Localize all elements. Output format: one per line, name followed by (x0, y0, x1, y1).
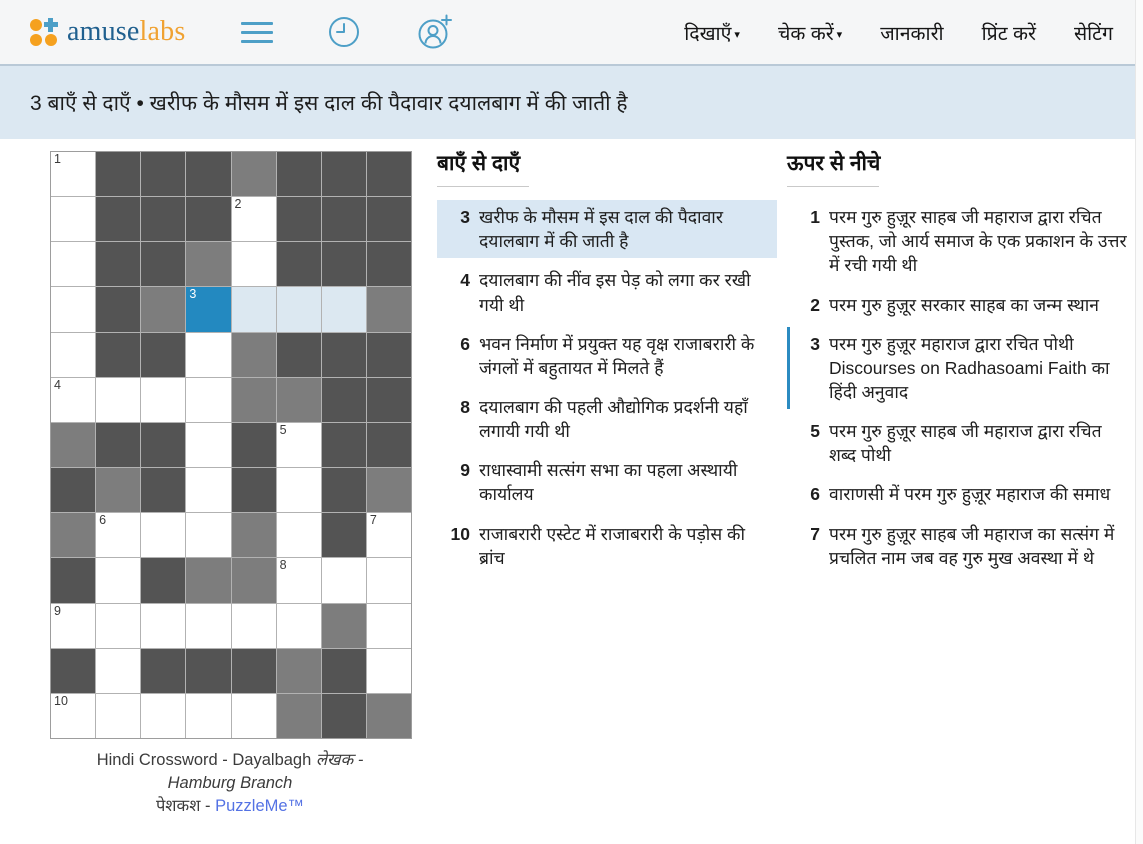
grid-cell-r12c4 (186, 649, 230, 693)
top-menu (684, 19, 1125, 46)
grid-cell-r12c3 (141, 649, 185, 693)
clue-number: 7 (810, 523, 820, 544)
grid-cell-r5c2 (96, 333, 140, 377)
grid-cell-r7c2 (96, 423, 140, 467)
grid-cell-r5c3 (141, 333, 185, 377)
grid-cell-r11c7 (322, 604, 366, 648)
grid-cell-r10c4 (186, 558, 230, 602)
clue-text: परम गुरु हुज़ूर साहब जी महाराज द्वारा रचित पुस्तक, जो आर्य समाज के एक प्रकाशन के उत्तर में रची गयी थी (829, 207, 1127, 276)
down-clue-list (787, 200, 1139, 575)
grid-cell-r1c3 (141, 152, 185, 196)
current-clue-text: 3 बाएँ से दाएँ • खरीफ के मौसम में इस दाल की पैदावार दयालबाग में की जाती है (30, 91, 628, 115)
cell-number: 9 (54, 603, 61, 618)
grid-cell-r7c4[interactable] (186, 423, 230, 467)
grid-cell-r5c5 (232, 333, 276, 377)
grid-cell-r7c1 (51, 423, 95, 467)
menu-item-show[interactable] (684, 19, 740, 46)
amuselabs-logo-icon (28, 17, 58, 47)
grid-cell-r11c5[interactable] (232, 604, 276, 648)
menu-item-label: जानकारी (880, 22, 944, 45)
grid-cell-r4c1[interactable] (51, 287, 95, 331)
across-clue-6[interactable] (437, 327, 777, 385)
grid-cell-r4c7[interactable] (322, 287, 366, 331)
across-title: बाएँ से दाएँ (437, 152, 521, 175)
grid-cell-r5c1[interactable] (51, 333, 95, 377)
clue-number: 4 (460, 270, 470, 291)
cell-number: 10 (54, 693, 68, 708)
grid-cell-r3c2 (96, 242, 140, 286)
grid-cell-r13c7 (322, 694, 366, 738)
cell-number: 3 (189, 287, 197, 302)
grid-cell-r6c1[interactable] (51, 378, 95, 422)
grid-cell-r12c1 (51, 649, 95, 693)
grid-cell-r11c6[interactable] (277, 604, 321, 648)
grid-cell-r10c5 (232, 558, 276, 602)
cell-number: 4 (54, 377, 61, 392)
chevron-down-icon: ▾ (734, 28, 740, 41)
grid-cell-r9c7 (322, 513, 366, 557)
across-divider (437, 186, 529, 187)
clue-text: दयालबाग की नींव इस पेड़ को लगा कर रखी गयी थी (479, 270, 751, 315)
menu-item-label: सेटिंग (1073, 22, 1113, 45)
grid-cell-r6c4[interactable] (186, 378, 230, 422)
menu-item-label: दिखाएँ (684, 22, 732, 45)
hamburger-menu-icon[interactable] (241, 16, 273, 49)
crossword-grid[interactable] (50, 151, 412, 739)
clue-number: 3 (810, 333, 820, 354)
menu-item-settings[interactable] (1074, 19, 1113, 46)
clue-text: परम गुरु हुज़ूर सरकार साहब का जन्म स्थान (829, 294, 1099, 315)
clue-text: परम गुरु हुज़ूर साहब जी महाराज द्वारा रचित शब्द पोथी (829, 421, 1102, 466)
clue-number: 2 (810, 294, 820, 315)
grid-cell-r1c4 (186, 152, 230, 196)
grid-cell-r2c5[interactable] (232, 197, 276, 241)
menu-item-info[interactable] (880, 19, 943, 46)
down-clue-1[interactable] (787, 200, 1139, 282)
grid-cell-r9c2[interactable] (96, 513, 140, 557)
cell-number: 6 (99, 513, 107, 528)
grid-cell-r10c2[interactable] (96, 558, 140, 602)
grid-cell-r3c3 (141, 242, 185, 286)
grid-cell-r12c6 (277, 649, 321, 693)
grid-cell-r13c2[interactable] (96, 694, 140, 738)
grid-cell-r1c8 (367, 152, 411, 196)
cell-number: 8 (279, 558, 287, 573)
clue-text: खरीफ के मौसम में इस दाल की पैदावार दयालबाग में की जाती है (479, 207, 723, 252)
clue-number: 6 (810, 484, 820, 505)
grid-cell-r8c2 (96, 468, 140, 512)
grid-cell-r5c6 (277, 333, 321, 377)
down-clue-5[interactable] (787, 414, 1139, 472)
grid-cell-r3c7 (322, 242, 366, 286)
clue-number: 10 (450, 523, 470, 544)
grid-cell-r10c6[interactable] (277, 558, 321, 602)
grid-cell-r10c3 (141, 558, 185, 602)
grid-cell-r2c1[interactable] (51, 197, 95, 241)
clue-text: राजाबरारी एस्टेट में राजाबरारी के पड़ोस की ब्रांच (479, 523, 745, 568)
grid-cell-r1c7 (322, 152, 366, 196)
grid-cell-r6c6 (277, 378, 321, 422)
down-clue-7[interactable] (787, 517, 1139, 575)
grid-cell-r13c4[interactable] (186, 694, 230, 738)
clock-icon[interactable] (327, 15, 361, 49)
grid-cell-r12c7 (322, 649, 366, 693)
grid-cell-r12c8[interactable] (367, 649, 411, 693)
grid-cell-r12c2[interactable] (96, 649, 140, 693)
grid-cell-r8c6[interactable] (277, 468, 321, 512)
grid-cell-r7c6[interactable] (277, 423, 321, 467)
menu-item-check[interactable] (778, 19, 842, 46)
across-clue-list (437, 200, 777, 575)
down-clue-3[interactable] (787, 327, 1139, 409)
clue-text: वाराणसी में परम गुरु हुज़ूर महाराज की समाध (829, 484, 1111, 505)
clue-number: 3 (460, 207, 470, 228)
grid-cell-r2c6 (277, 197, 321, 241)
grid-cell-r7c7 (322, 423, 366, 467)
clue-number: 9 (460, 460, 470, 481)
grid-cell-r11c4[interactable] (186, 604, 230, 648)
grid-cell-r5c8 (367, 333, 411, 377)
menu-item-print[interactable] (982, 19, 1036, 46)
grid-cell-r5c7 (322, 333, 366, 377)
grid-cell-r3c1[interactable] (51, 242, 95, 286)
across-clue-4[interactable] (437, 263, 777, 321)
grid-cell-r13c6 (277, 694, 321, 738)
puzzle-caption (50, 749, 410, 818)
grid-cell-r13c1[interactable] (51, 694, 95, 738)
across-clue-10[interactable] (437, 517, 777, 575)
grid-cell-r6c3[interactable] (141, 378, 185, 422)
across-clue-8[interactable] (437, 390, 777, 448)
grid-cell-r9c5 (232, 513, 276, 557)
grid-cell-r6c2[interactable] (96, 378, 140, 422)
add-person-icon[interactable] (415, 13, 453, 51)
grid-cell-r11c1[interactable] (51, 604, 95, 648)
grid-cell-r13c3[interactable] (141, 694, 185, 738)
grid-cell-r4c6[interactable] (277, 287, 321, 331)
puzzleme-brand-link[interactable]: PuzzleMe™ (215, 797, 305, 816)
grid-cell-r4c2 (96, 287, 140, 331)
down-divider (787, 186, 879, 187)
grid-cell-r2c3 (141, 197, 185, 241)
grid-cell-r1c1[interactable] (51, 152, 95, 196)
grid-cell-r4c3 (141, 287, 185, 331)
grid-cell-r4c5[interactable] (232, 287, 276, 331)
grid-cell-r11c3[interactable] (141, 604, 185, 648)
grid-cell-r8c7 (322, 468, 366, 512)
grid-cell-r6c7 (322, 378, 366, 422)
grid-cell-r9c8[interactable] (367, 513, 411, 557)
across-clue-9[interactable] (437, 453, 777, 511)
grid-cell-r8c4[interactable] (186, 468, 230, 512)
clue-number: 6 (460, 333, 470, 354)
main-content (0, 139, 1143, 818)
grid-cell-r4c4[interactable] (186, 287, 230, 331)
down-title: ऊपर से नीचे (787, 152, 881, 175)
puzzle-column (50, 151, 410, 818)
current-clue-banner (0, 64, 1143, 139)
across-clue-3[interactable] (437, 200, 777, 258)
logo-dot-icon (30, 34, 42, 46)
grid-cell-r8c8 (367, 468, 411, 512)
clue-text: राधास्वामी सत्संग सभा का पहला अस्थायी कार्यालय (479, 460, 738, 505)
cell-number: 5 (279, 422, 287, 437)
chevron-down-icon: ▾ (836, 28, 843, 41)
down-clues-section (787, 151, 1139, 580)
grid-cell-r6c5 (232, 378, 276, 422)
grid-cell-r12c5 (232, 649, 276, 693)
clue-text: परम गुरु हुज़ूर साहब जी महाराज का सत्संग में प्रचलित नाम जब वह गुरु मुख अवस्था में थे (829, 523, 1115, 568)
grid-cell-r3c8 (367, 242, 411, 286)
grid-cell-r2c2 (96, 197, 140, 241)
down-clue-2[interactable] (787, 288, 1139, 322)
logo-dot-icon (30, 19, 42, 31)
clue-text: परम गुरु हुज़ूर महाराज द्वारा रचित पोथी Discourses on Radhasoami Faith का हिंदी अनुवाद (829, 333, 1110, 403)
cell-number: 2 (234, 197, 242, 212)
grid-cell-r11c2[interactable] (96, 604, 140, 648)
scrollbar-track[interactable] (1135, 0, 1143, 844)
grid-cell-r2c4 (186, 197, 230, 241)
grid-cell-r9c3[interactable] (141, 513, 185, 557)
top-bar (0, 0, 1143, 64)
grid-cell-r3c4 (186, 242, 230, 286)
grid-cell-r1c2 (96, 152, 140, 196)
grid-cell-r7c3 (141, 423, 185, 467)
grid-cell-r6c8 (367, 378, 411, 422)
grid-cell-r13c8 (367, 694, 411, 738)
author-label: लेखक - (315, 751, 364, 769)
clue-number: 8 (460, 397, 470, 418)
clue-text: दयालबाग की पहली औद्योगिक प्रदर्शनी यहाँ लगायी गयी थी (479, 397, 748, 442)
puzzle-author: Hamburg Branch (167, 774, 293, 793)
menu-item-label: प्रिंट करें (981, 22, 1036, 45)
logo-plus-icon (44, 18, 58, 32)
grid-cell-r10c7[interactable] (322, 558, 366, 602)
grid-cell-r2c7 (322, 197, 366, 241)
grid-cell-r7c5 (232, 423, 276, 467)
grid-cell-r9c6[interactable] (277, 513, 321, 557)
clue-number: 1 (810, 207, 820, 228)
down-clue-6[interactable] (787, 477, 1139, 511)
grid-cell-r13c5[interactable] (232, 694, 276, 738)
grid-cell-r3c5[interactable] (232, 242, 276, 286)
grid-cell-r1c6 (277, 152, 321, 196)
clue-number: 5 (810, 421, 820, 442)
grid-cell-r5c4[interactable] (186, 333, 230, 377)
grid-cell-r10c8[interactable] (367, 558, 411, 602)
logo-wordmark: amuselabs (67, 16, 186, 47)
grid-cell-r8c1 (51, 468, 95, 512)
presented-by-label: पेशकश - (155, 797, 211, 816)
grid-cell-r4c8 (367, 287, 411, 331)
grid-cell-r2c8 (367, 197, 411, 241)
clue-text: भवन निर्माण में प्रयुक्त यह वृक्ष राजाबरारी के जंगलों में बहुतायत में मिलते हैं (479, 333, 755, 378)
grid-cell-r8c3 (141, 468, 185, 512)
grid-cell-r9c4[interactable] (186, 513, 230, 557)
grid-cell-r3c6 (277, 242, 321, 286)
grid-cell-r11c8[interactable] (367, 604, 411, 648)
grid-cell-r10c1 (51, 558, 95, 602)
amuselabs-logo[interactable] (28, 16, 185, 48)
across-clues-section (437, 151, 777, 580)
logo-dot-icon (45, 34, 57, 46)
grid-cell-r9c1 (51, 513, 95, 557)
grid-cell-r8c5 (232, 468, 276, 512)
menu-item-label: चेक करें (777, 22, 834, 45)
cell-number: 1 (54, 152, 61, 166)
grid-cell-r1c5 (232, 152, 276, 196)
cell-number: 7 (369, 513, 377, 528)
puzzle-title: Hindi Crossword - Dayalbagh (96, 751, 312, 769)
grid-cell-r7c8 (367, 423, 411, 467)
